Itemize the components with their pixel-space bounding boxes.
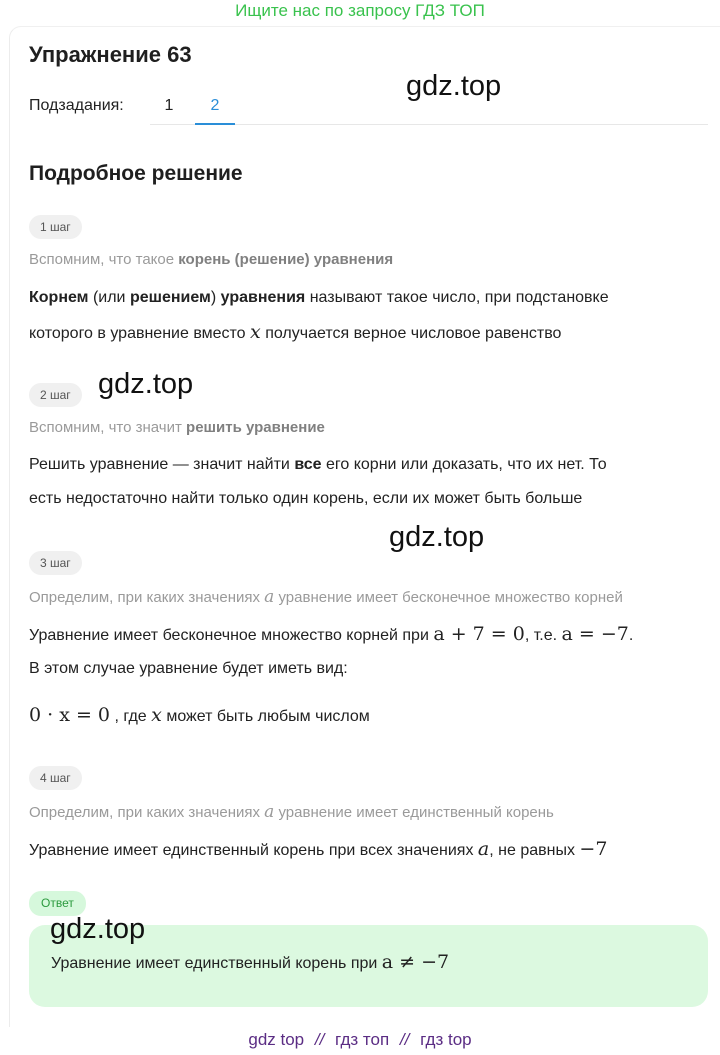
step-text: Решить уравнение — значит найти все его корни или доказать, что их нет. То есть недостаточно найти только один корень, если их может быть больше (29, 456, 607, 507)
page-title: Упражнение 63 (29, 42, 192, 67)
watermark: gdz.top (98, 368, 194, 400)
subtask-tab-1[interactable]: 1 (164, 97, 174, 114)
watermark: gdz.top (406, 70, 502, 102)
step-text: 0 · x = 0 , где x может быть любым числом (29, 704, 370, 726)
solution-heading: Подробное решение (29, 162, 243, 185)
step-text: Уравнение имеет единственный корень при всех значениях a, не равных −7 (29, 838, 608, 860)
step-badge: 4 шаг (29, 766, 82, 790)
step-hint: Вспомним, что такое корень (решение) уравнения (29, 251, 394, 268)
subtask-tab-2[interactable]: 2 (210, 97, 220, 114)
step-hint: Определим, при каких значениях a уравнение имеет единственный корень (29, 802, 554, 822)
watermark: gdz.top (389, 521, 485, 553)
footer-links (0, 1030, 720, 1050)
step-badge: 3 шаг (29, 551, 82, 575)
step-text: Корнем (или решением) уравнения называют такое число, при подстановке которого в уравнение вместо x получается верное числовое равенство (29, 289, 609, 343)
watermark: gdz.top (50, 913, 146, 945)
answer-badge: Ответ (29, 891, 86, 916)
answer-text: Уравнение имеет единственный корень при a ≠ −7 (51, 951, 450, 973)
footer-link[interactable]: gdz top (248, 1030, 305, 1049)
footer-separator: // (314, 1030, 325, 1049)
step-hint: Определим, при каких значениях a уравнение имеет бесконечное множество корней (29, 587, 623, 607)
footer-link[interactable]: гдз top (420, 1030, 472, 1049)
step-text: Уравнение имеет бесконечное множество корней при a + 7 = 0, т.е. a = −7. (29, 623, 634, 645)
step-text: В этом случае уравнение будет иметь вид: (29, 660, 348, 677)
step-hint: Вспомним, что значит решить уравнение (29, 419, 325, 436)
footer-link[interactable]: гдз топ (335, 1030, 390, 1049)
active-tab-indicator (195, 123, 235, 125)
footer-separator: // (399, 1030, 410, 1049)
step-badge: 2 шаг (29, 383, 82, 407)
search-banner: Ищите нас по запросу ГДЗ ТОП (235, 1, 485, 20)
subtasks-label: Подзадания: (29, 97, 124, 114)
step-badge: 1 шаг (29, 215, 82, 239)
